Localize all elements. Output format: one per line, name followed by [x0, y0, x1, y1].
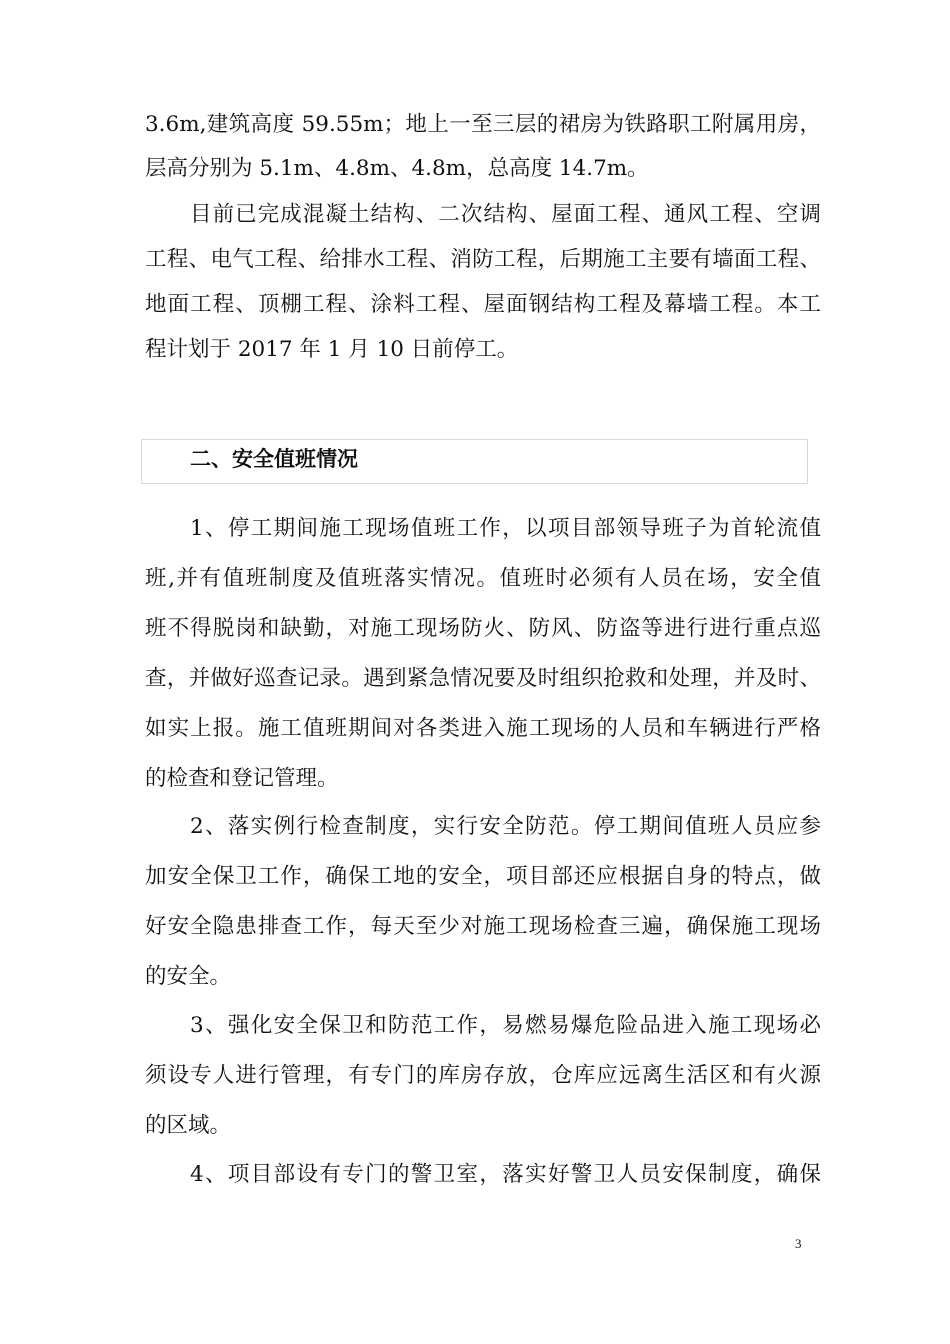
- paragraph-line: 程计划于 2017 年 1 月 10 日前停工。: [145, 337, 519, 362]
- section-heading: 二、安全值班情况: [190, 447, 358, 471]
- page-number: 3: [795, 1236, 802, 1251]
- paragraph-line: 的区域。: [145, 1113, 232, 1138]
- paragraph-line: 的检查和登记管理。: [145, 766, 339, 791]
- paragraph-line: 如实上报。施工值班期间对各类进入施工现场的人员和车辆进行严格: [145, 716, 821, 741]
- paragraph-line: 的安全。: [145, 964, 232, 989]
- paragraph-line: 班,并有值班制度及值班落实情况。值班时必须有人员在场，安全值: [145, 566, 821, 591]
- paragraph-line: 4、项目部设有专门的警卫室，落实好警卫人员安保制度，确保: [190, 1162, 821, 1187]
- paragraph-line: 1、停工期间施工现场值班工作，以项目部领导班子为首轮流值: [190, 516, 821, 541]
- paragraph-line: 3.6m,建筑高度 59.55m；地上一至三层的裙房为铁路职工附属用房，: [145, 112, 821, 137]
- paragraph-line: 班不得脱岗和缺勤，对施工现场防火、防风、防盗等进行进行重点巡: [145, 616, 821, 641]
- paragraph-line: 地面工程、顶棚工程、涂料工程、屋面钢结构工程及幕墙工程。本工: [145, 292, 821, 317]
- paragraph-line: 工程、电气工程、给排水工程、消防工程，后期施工主要有墙面工程、: [145, 247, 821, 272]
- section-heading-box: [141, 439, 808, 484]
- paragraph-line: 层高分别为 5.1m、4.8m、4.8m，总高度 14.7m。: [145, 156, 649, 181]
- paragraph-line: 好安全隐患排查工作，每天至少对施工现场检查三遍，确保施工现场: [145, 914, 821, 939]
- paragraph-line: 3、强化安全保卫和防范工作，易燃易爆危险品进入施工现场必: [190, 1013, 821, 1038]
- paragraph-line: 加安全保卫工作，确保工地的安全，项目部还应根据自身的特点，做: [145, 864, 821, 889]
- paragraph-line: 目前已完成混凝土结构、二次结构、屋面工程、通风工程、空调: [190, 202, 821, 227]
- paragraph-line: 2、落实例行检查制度，实行安全防范。停工期间值班人员应参: [190, 814, 821, 839]
- paragraph-line: 查，并做好巡查记录。遇到紧急情况要及时组织抢救和处理，并及时、: [145, 666, 821, 691]
- paragraph-line: 须设专人进行管理，有专门的库房存放，仓库应远离生活区和有火源: [145, 1063, 821, 1088]
